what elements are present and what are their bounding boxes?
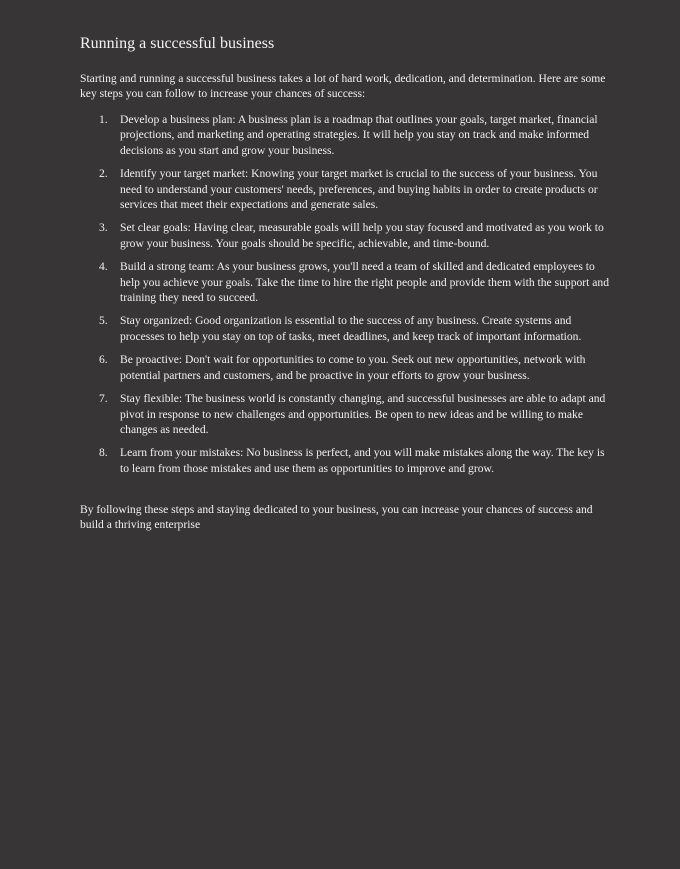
- step-number: 1.: [99, 113, 108, 126]
- list-item: [80, 352, 610, 383]
- step-text: Learn from your mistakes: No business is perfect, and you will make mistakes along the way. The key is to learn from those mistakes and use them as opportunities to improve and grow.: [120, 446, 605, 475]
- step-text: Be proactive: Don't wait for opportunities to come to you. Seek out new opportunities, network with potential partners and customers, and be proactive in your efforts to grow your business.: [120, 353, 586, 382]
- intro-paragraph: Starting and running a successful business takes a lot of hard work, dedication, and determination. Here are some key steps you can follow to increase your chances of success:: [80, 72, 606, 101]
- step-number: 8.: [99, 446, 108, 460]
- step-text: Develop a business plan: A business plan is a roadmap that outlines your goals, target market, financial projections, and marketing and operating strategies. It will help you stay on track and make informed decisions as you start and grow your business.: [120, 113, 598, 157]
- list-item: [80, 259, 610, 305]
- step-number: 2.: [99, 167, 108, 181]
- step-text: Stay flexible: The business world is constantly changing, and successful businesses are able to adapt and pivot in response to new challenges and opportunities. Be open to new ideas and be willing to make changes as needed.: [120, 392, 606, 436]
- step-number: 3.: [99, 221, 108, 235]
- document-title: Running a successful business: [80, 35, 275, 52]
- list-item: [80, 220, 610, 251]
- list-item: [80, 166, 610, 212]
- conclusion-paragraph: By following these steps and staying dedicated to your business, you can increase your chances of success and build a thriving enterprise: [80, 503, 593, 532]
- list-item: [80, 391, 610, 437]
- list-item: [80, 445, 610, 476]
- step-text: Set clear goals: Having clear, measurable goals will help you stay focused and motivated as you work to grow your business. Your goals should be specific, achievable, and time-bound.: [120, 221, 604, 250]
- list-item: [80, 112, 610, 158]
- step-text: Build a strong team: As your business grows, you'll need a team of skilled and dedicated employees to help you achieve your goals. Take the time to hire the right people and provide them with the support and training they need to succeed.: [120, 260, 610, 305]
- steps-list: [80, 112, 610, 484]
- list-item: [80, 313, 610, 344]
- step-text: Stay organized: Good organization is essential to the success of any business. Create systems and processes to help you stay on top of tasks, meet deadlines, and keep track of important information.: [120, 314, 582, 343]
- step-number: 4.: [99, 260, 108, 274]
- step-text: Identify your target market: Knowing your target market is crucial to the success of your business. You need to understand your customers' needs, preferences, and buying habits in order to create products or services that meet their expectations and generate sales.: [120, 167, 598, 212]
- step-number: 6.: [99, 353, 108, 367]
- step-number: 7.: [99, 392, 108, 406]
- step-number: 5.: [99, 314, 108, 328]
